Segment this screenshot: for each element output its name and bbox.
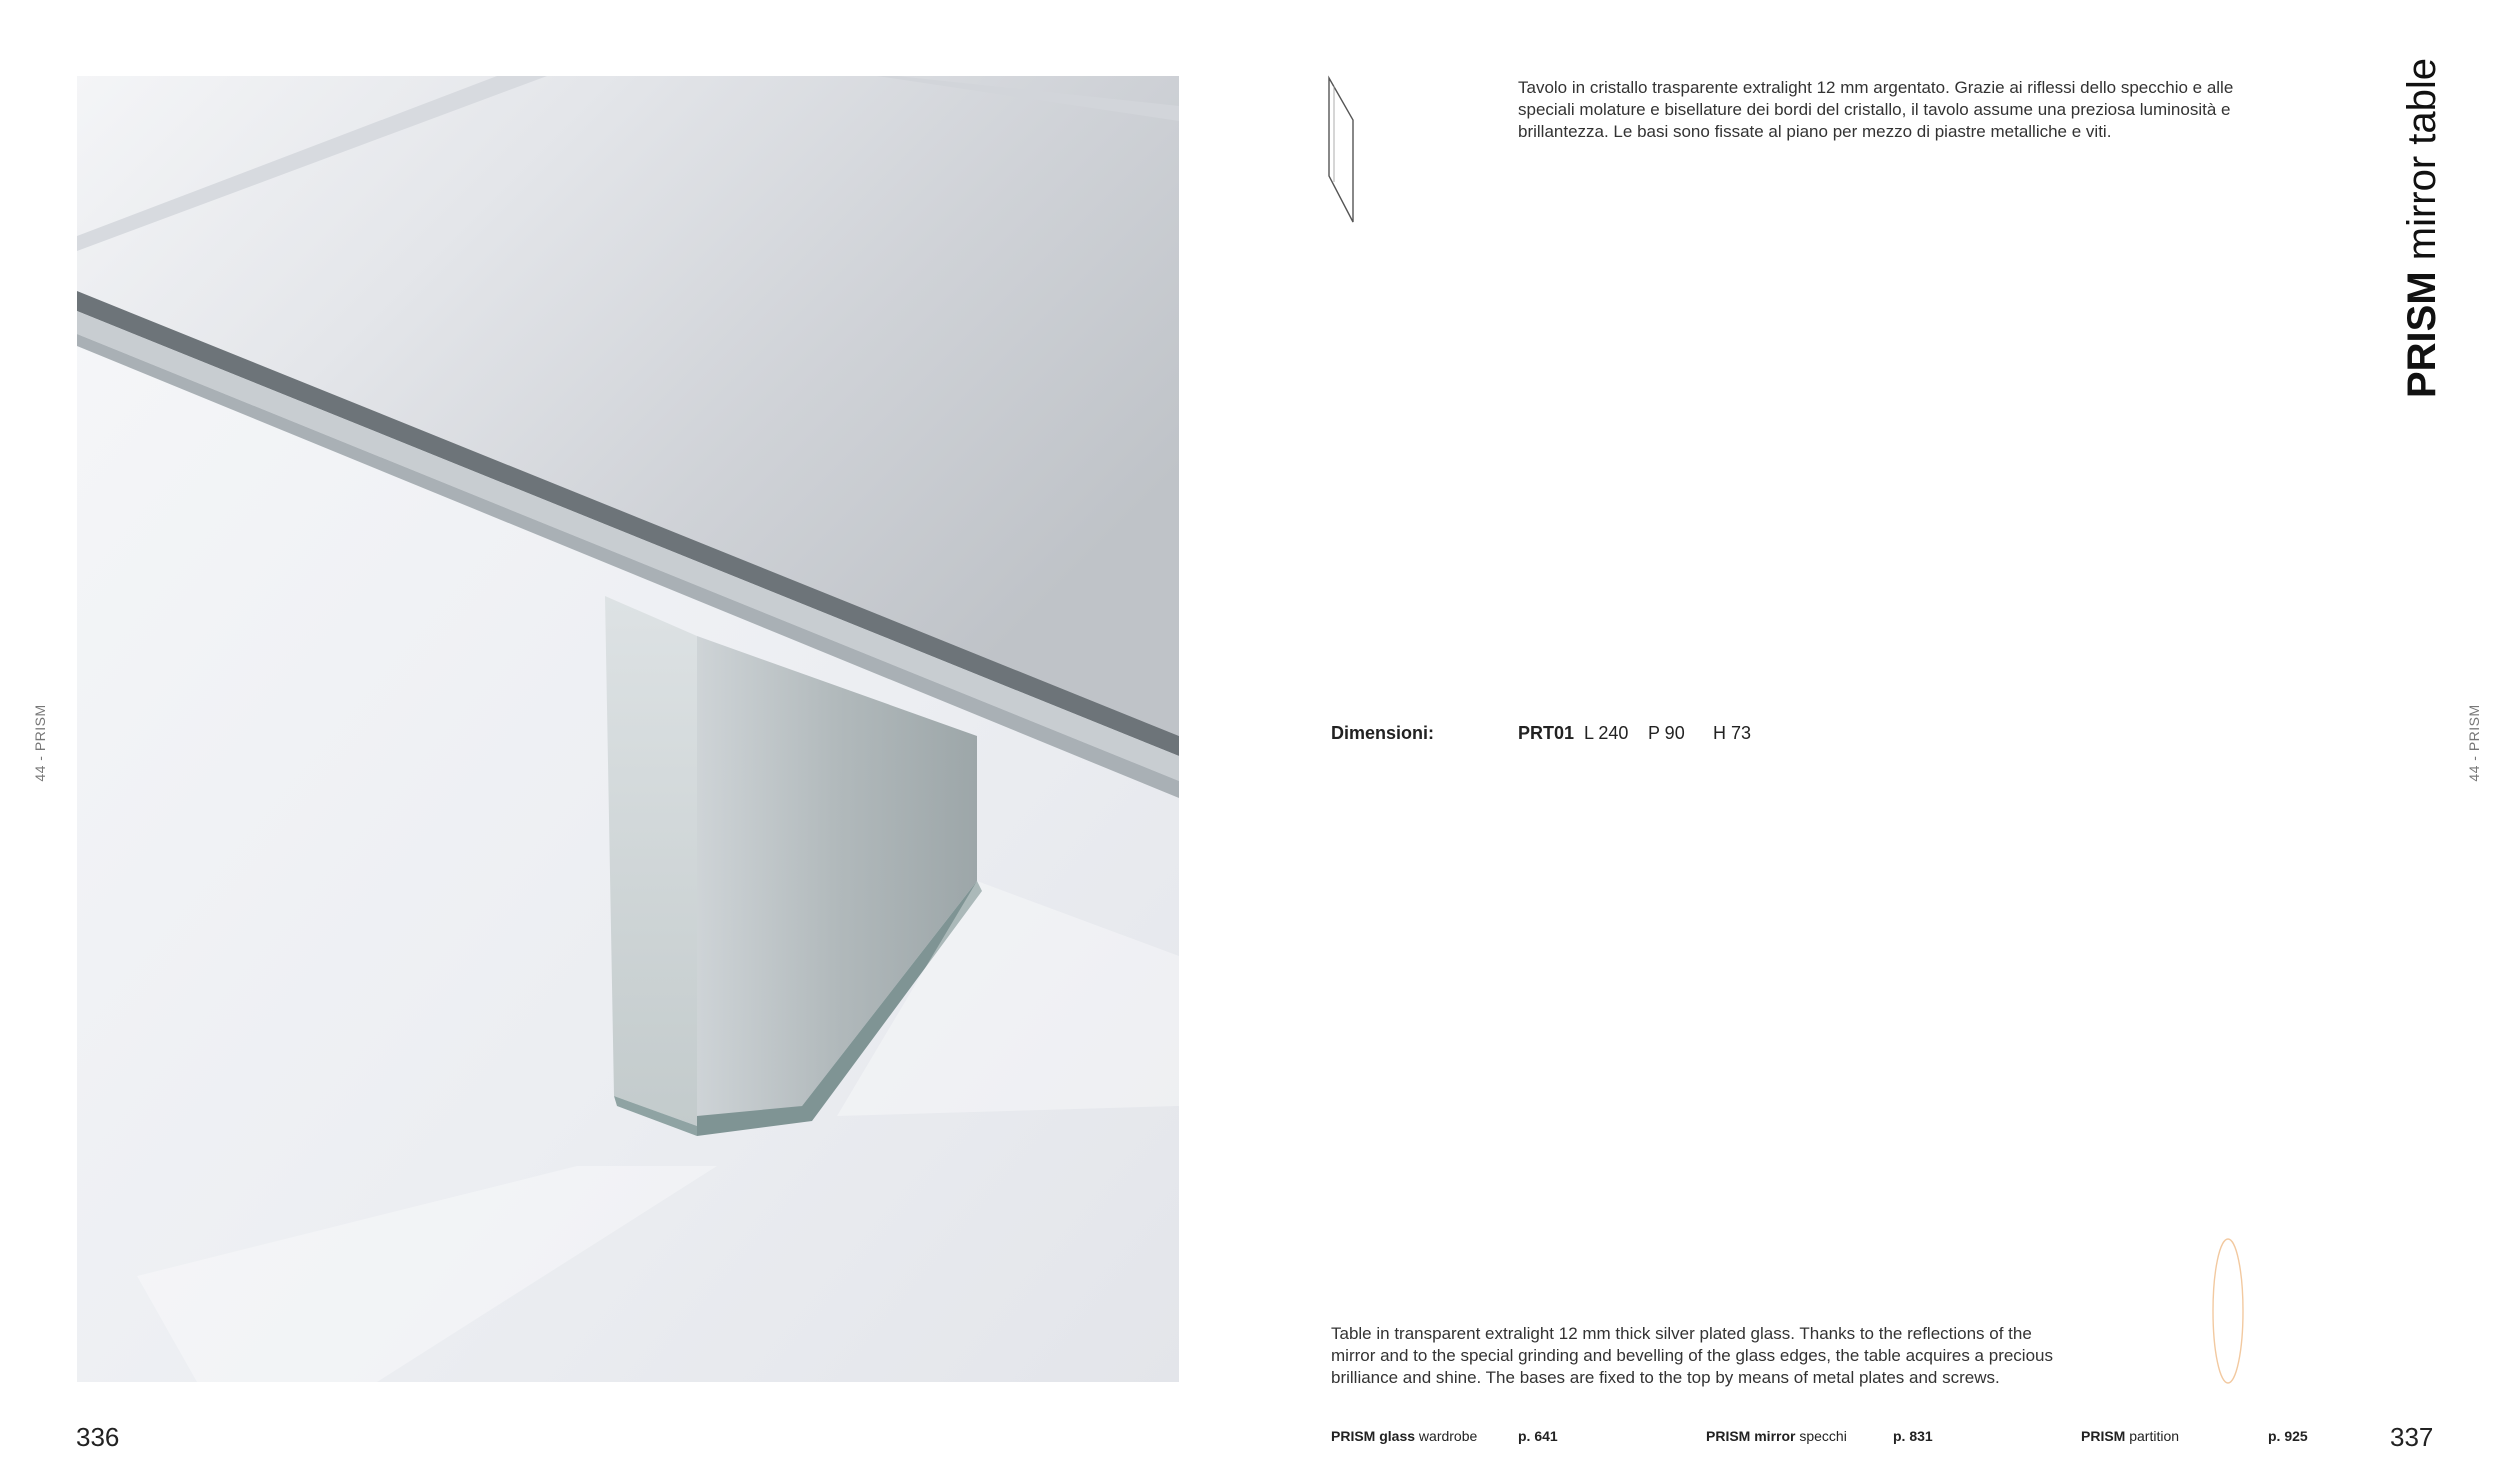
- page-number-left: 336: [76, 1422, 120, 1452]
- title-bold: PRISM: [2400, 271, 2444, 399]
- reference-page-641[interactable]: p. 641: [1518, 1428, 1558, 1444]
- product-title: [2402, 58, 2442, 398]
- dimensions-label: Dimensioni:: [1331, 723, 1435, 743]
- page-number-right: 337: [2390, 1422, 2434, 1452]
- reference-page-925[interactable]: p. 925: [2268, 1428, 2308, 1444]
- reference-prism-mirror[interactable]: [1706, 1428, 1847, 1444]
- reference-subtitle: wardrobe: [1415, 1428, 1478, 1444]
- description-english: Table in transparent extralight 12 mm thick silver plated glass. Thanks to the reflections of the mirror and to the special grinding and bevelling of the glass edges, the table acquires a precious brilliance and shine. The bases are fixed to the top by means of metal plates and screws.: [1331, 1324, 2053, 1387]
- running-head-left: 44 - PRISM: [32, 704, 48, 782]
- title-light: mirror table: [2400, 57, 2444, 261]
- dimension-length: L 240: [1584, 723, 1629, 743]
- oval-mirror-sketch-icon: [2210, 1236, 2246, 1386]
- reference-title: PRISM: [2081, 1428, 2126, 1444]
- product-photo: [77, 76, 1179, 1382]
- reference-subtitle: partition: [2125, 1428, 2180, 1444]
- glass-panel-sketch-icon: [1325, 72, 1365, 232]
- dimension-depth: P 90: [1648, 723, 1685, 743]
- running-head-right: 44 - PRISM: [2466, 704, 2482, 782]
- reference-title: PRISM mirror: [1706, 1428, 1796, 1444]
- dimensions-code: PRT01: [1518, 723, 1575, 743]
- reference-page-831[interactable]: p. 831: [1893, 1428, 1933, 1444]
- reference-prism-glass[interactable]: [1331, 1428, 1477, 1444]
- dimension-height: H 73: [1713, 723, 1752, 743]
- reference-title: PRISM glass: [1331, 1428, 1416, 1444]
- description-italian: Tavolo in cristallo trasparente extralight 12 mm argentato. Grazie ai riflessi dello specchio e alle speciali molature e bisellature dei bordi del cristallo, il tavolo assume una preziosa luminosità e brillantezza. Le basi sono fissate al piano per mezzo di piastre metalliche e viti.: [1518, 78, 2234, 141]
- reference-prism-partition[interactable]: [2081, 1428, 2179, 1444]
- reference-subtitle: specchi: [1795, 1428, 1847, 1444]
